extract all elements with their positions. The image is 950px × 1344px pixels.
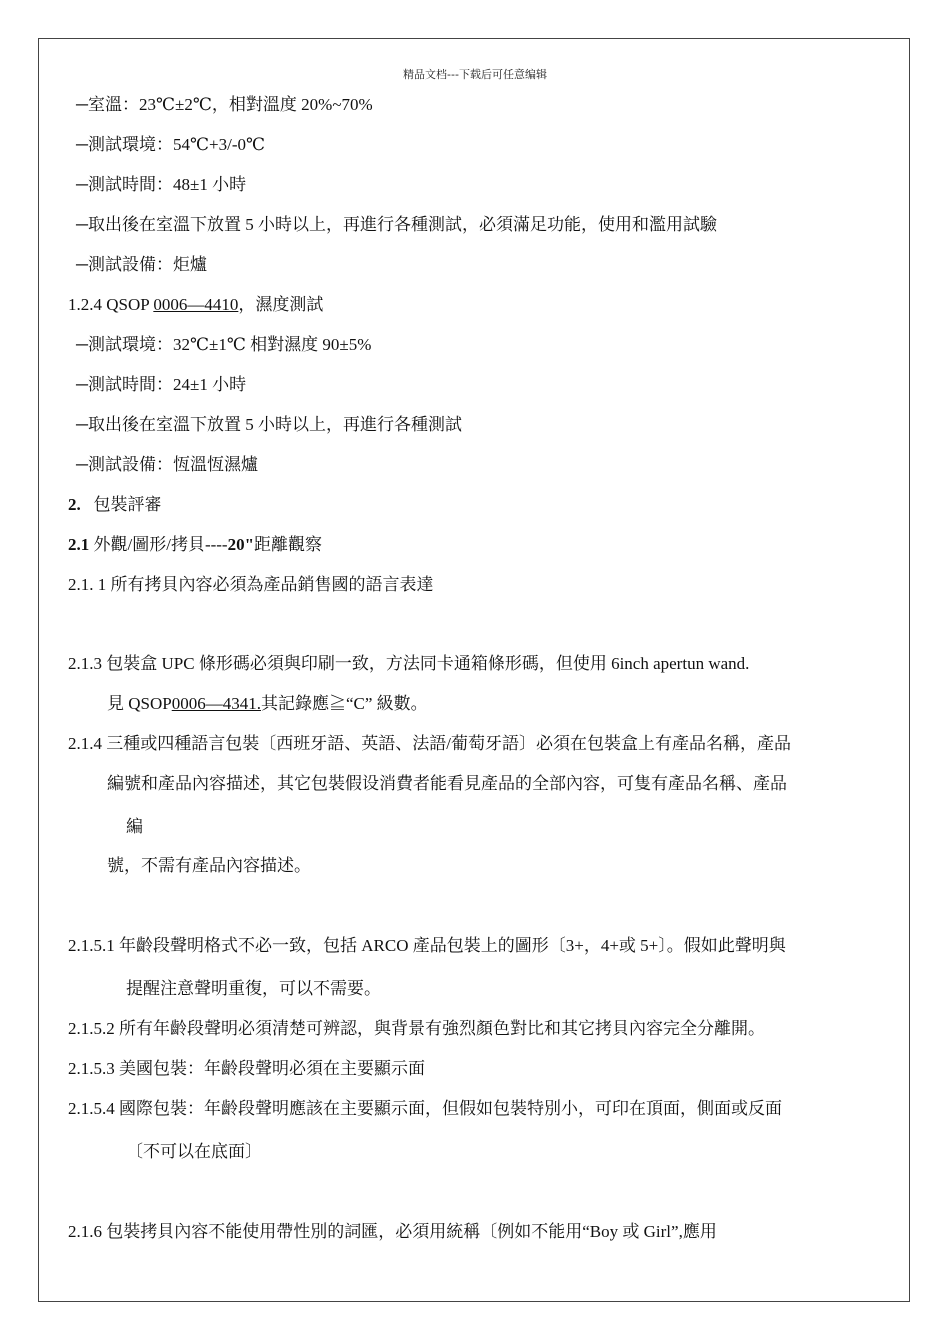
section-2-1-4: 2.1.4 三種或四種語言包裝〔西班牙語、英語、法語/葡萄牙語〕必須在包裝盒上有產品名稱，產品 bbox=[68, 734, 791, 753]
test-equipment-line-1: ─測試設備：炬爐 bbox=[76, 255, 208, 274]
section-2-1-4-cont-3: 號，不需有產品內容描述。 bbox=[107, 856, 311, 875]
section-1-2-4-heading bbox=[68, 294, 323, 316]
test-time-line-1: ─測試時間：48±1 小時 bbox=[76, 175, 247, 194]
section-2-number: 2. bbox=[68, 495, 81, 514]
test-equipment-line-2: ─測試設備：恆溫恆濕爐 bbox=[76, 455, 259, 474]
section-2-1-5-4: 2.1.5.4 國際包裝：年齡段聲明應該在主要顯示面，但假如包裝特別小，可印在頂面，側面或反面 bbox=[68, 1099, 782, 1118]
remove-instruction-line-2: ─取出後在室溫下放置 5 小時以上，再進行各種測試 bbox=[76, 415, 463, 434]
qsop-prefix: 見 QSOP bbox=[107, 694, 172, 713]
test-time-line-2: ─測試時間：24±1 小時 bbox=[76, 375, 247, 394]
section-2-1-5-1: 2.1.5.1 年齡段聲明格式不必一致，包括 ARCO 產品包裝上的圖形〔3+，4+或 5+〕。假如此聲明與 bbox=[68, 936, 786, 955]
test-env-line-2: ─測試環境：32℃±1℃ 相對濕度 90±5% bbox=[76, 335, 372, 354]
section-1-2-4-prefix: 1.2.4 QSOP bbox=[68, 295, 154, 314]
qsop-4410-ref: 0006—4410 bbox=[153, 295, 239, 314]
remove-instruction-line-1: ─取出後在室溫下放置 5 小時以上，再進行各種測試，必須滿足功能，使用和濫用試驗 bbox=[76, 215, 718, 234]
page-header: 精品文档---下载后可任意编辑 bbox=[403, 68, 547, 81]
room-temp-line: ─室溫：23℃±2℃，相對溫度 20%~70% bbox=[76, 95, 373, 114]
section-1-2-4-title: ，濕度測試 bbox=[238, 295, 324, 314]
section-2-title: 包裝評審 bbox=[93, 495, 162, 514]
section-2-1-3-tail: 其記錄應≧“C” 級數。 bbox=[260, 694, 428, 713]
section-2-1-5-4-cont: 〔不可以在底面〕 bbox=[126, 1142, 262, 1161]
section-2-1-6: 2.1.6 包裝拷貝內容不能使用帶性別的詞匯，必須用統稱〔例如不能用“Boy 或 Girl”,應用 bbox=[68, 1222, 717, 1241]
section-2-heading bbox=[68, 494, 162, 516]
test-env-line-1: ─測試環境：54℃+3/-0℃ bbox=[76, 135, 266, 154]
section-2-1-title-a: 外觀/圖形/拷貝---- bbox=[89, 535, 228, 554]
section-2-1-number: 2.1 bbox=[68, 535, 90, 554]
section-2-1-1: 2.1. 1 所有拷貝內容必須為產品銷售國的語言表達 bbox=[68, 575, 434, 594]
section-2-1-3-cont bbox=[107, 693, 428, 715]
section-2-1-5-1-cont: 提醒注意聲明重復，可以不需要。 bbox=[126, 979, 381, 998]
section-2-1-title-b: 距離觀察 bbox=[254, 535, 323, 554]
section-2-1-5-2: 2.1.5.2 所有年齡段聲明必須清楚可辨認，與背景有強烈顏色對比和其它拷貝內容完全分離開。 bbox=[68, 1019, 765, 1038]
qsop-4341-ref: 0006—4341. bbox=[171, 694, 261, 713]
section-2-1-distance: 20" bbox=[227, 535, 255, 554]
section-2-1-3: 2.1.3 包裝盒 UPC 條形碼必須與印刷一致，方法同卡通箱條形碼，但使用 6inch apertun wand. bbox=[68, 654, 750, 673]
section-2-1-4-cont-1: 編號和產品內容描述，其它包裝假设消費者能看見產品的全部內容，可隻有產品名稱、產品 bbox=[107, 774, 787, 793]
section-2-1-5-3: 2.1.5.3 美國包裝：年齡段聲明必須在主要顯示面 bbox=[68, 1059, 425, 1078]
section-2-1-heading bbox=[68, 534, 322, 556]
section-2-1-4-cont-2: 編 bbox=[126, 817, 143, 836]
